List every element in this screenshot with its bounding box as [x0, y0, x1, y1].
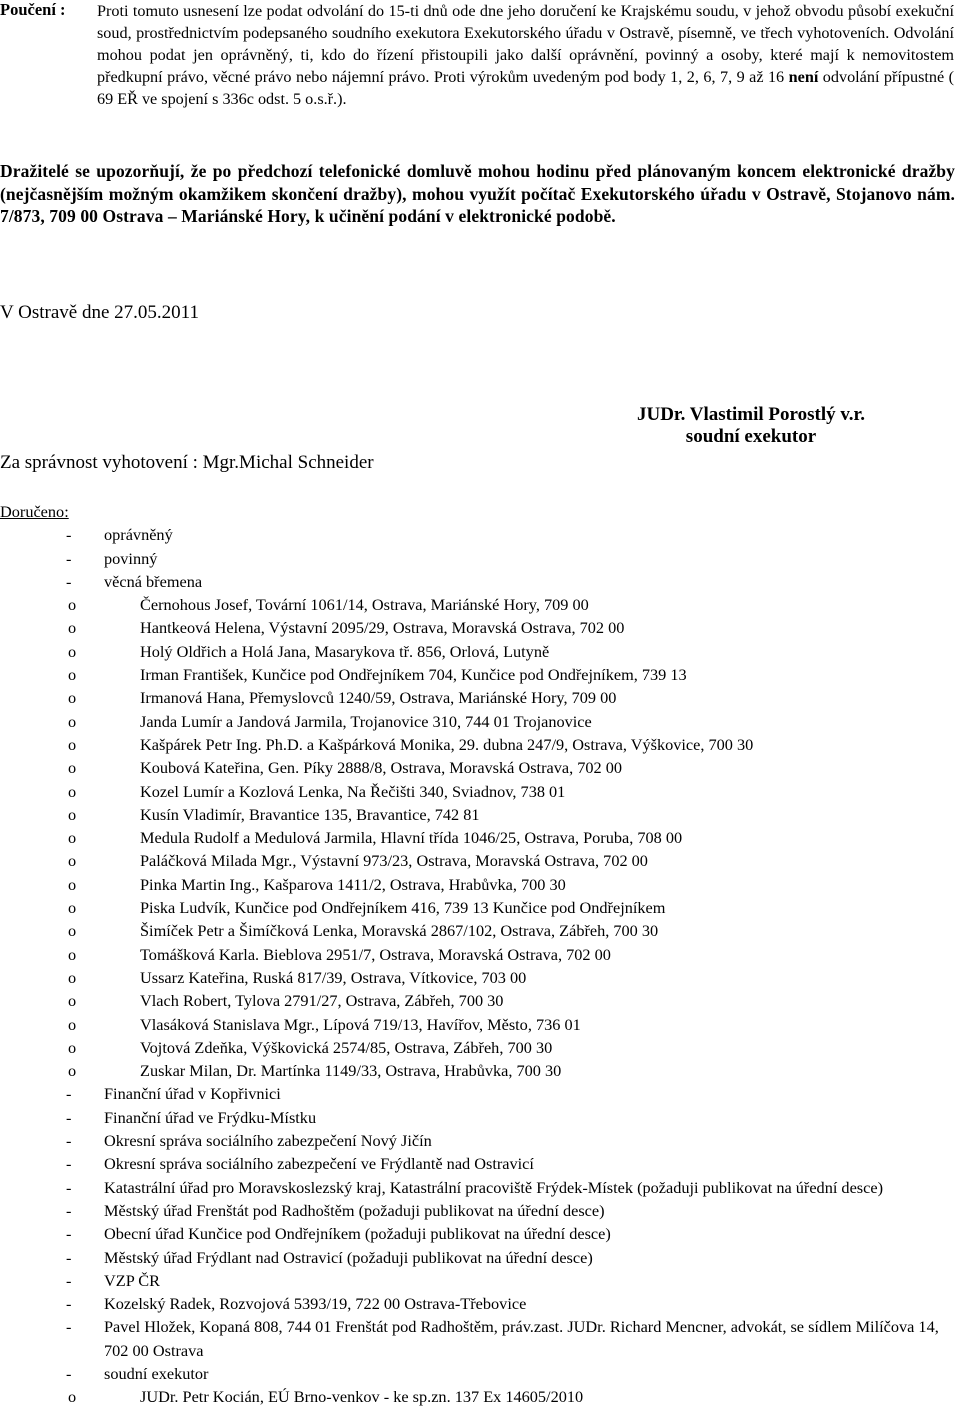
burden-item-text: Irmanová Hana, Přemyslovců 1240/59, Ostrava, Mariánské Hory, 709 00	[140, 688, 617, 708]
delivery-list-item	[0, 570, 960, 593]
burden-item-text: Irman František, Kunčice pod Ondřejníkem 704, Kunčice pod Ondřejníkem, 739 13	[140, 665, 687, 685]
delivery-list-item	[0, 1362, 960, 1385]
bullet-marker: o	[68, 967, 77, 987]
burden-list-item	[0, 686, 960, 709]
delivery-item-text: Pavel Hložek, Kopaná 808, 744 01 Frenštát pod Radhoštěm, práv.zast. JUDr. Richard Mencner, advokát, se sídlem Milíčova 14, 702 00 Ostrava	[104, 1317, 939, 1360]
instructions-label: Poučení :	[0, 0, 66, 19]
bullet-marker: o	[68, 595, 77, 615]
dash-marker: -	[66, 525, 72, 545]
burden-list-item	[0, 780, 960, 803]
burden-list-item	[0, 1385, 960, 1408]
burden-item-text: Vlach Robert, Tylova 2791/27, Ostrava, Zábřeh, 700 30	[140, 991, 504, 1011]
bullet-marker: o	[68, 944, 77, 964]
burden-list-item	[0, 1013, 960, 1036]
signature-block	[616, 404, 886, 448]
burden-list-item	[0, 966, 960, 989]
burden-list-item	[0, 873, 960, 896]
delivery-item-text: Obecní úřad Kunčice pod Ondřejníkem (požaduji publikovat na úřední desce)	[104, 1224, 611, 1244]
burden-item-text: Koubová Kateřina, Gen. Píky 2888/8, Ostrava, Moravská Ostrava, 702 00	[140, 758, 623, 778]
delivery-item-text: věcná břemena	[104, 571, 203, 591]
delivered-heading: Doručeno:	[0, 502, 69, 521]
signature-role: soudní exekutor	[685, 426, 817, 447]
burden-list-item	[0, 989, 960, 1012]
delivery-list-item	[0, 1222, 960, 1245]
burden-list-item	[0, 663, 960, 686]
burden-list-item	[0, 943, 960, 966]
burden-list-item	[0, 616, 960, 639]
bullet-marker: o	[68, 618, 77, 638]
delivery-item-text: VZP ČR	[104, 1270, 160, 1290]
burden-item-text: Kozel Lumír a Kozlová Lenka, Na Řečišti 340, Sviadnov, 738 01	[140, 781, 566, 801]
burden-list-item	[0, 849, 960, 872]
dash-marker: -	[66, 1200, 72, 1220]
delivery-list-item	[0, 1129, 960, 1152]
burden-item-text: Hantkeová Helena, Výstavní 2095/29, Ostrava, Moravská Ostrava, 702 00	[140, 618, 625, 638]
burden-item-text: Janda Lumír a Jandová Jarmila, Trojanovice 310, 744 01 Trojanovice	[140, 711, 592, 731]
burden-list-item	[0, 1059, 960, 1082]
bullet-marker: o	[68, 851, 77, 871]
dash-marker: -	[66, 1084, 72, 1104]
bullet-marker: o	[68, 688, 77, 708]
dash-marker: -	[66, 1270, 72, 1290]
signature-name: JUDr. Vlastimil Porostlý v.r.	[636, 404, 865, 425]
dash-marker: -	[66, 1107, 72, 1127]
burden-item-text: Holý Oldřich a Holá Jana, Masarykova tř. 856, Orlová, Lutyně	[140, 641, 550, 661]
burden-item-text: Medula Rudolf a Medulová Jarmila, Hlavní třída 1046/25, Ostrava, Poruba, 708 00	[140, 828, 683, 848]
date-line: V Ostravě dne 27.05.2011	[0, 302, 199, 323]
burden-list-item	[0, 803, 960, 826]
bullet-marker: o	[68, 781, 77, 801]
delivery-list-item	[0, 1199, 960, 1222]
bullet-marker: o	[68, 898, 77, 918]
instructions-text-emphasis: není	[788, 68, 819, 86]
bullet-marker: o	[68, 758, 77, 778]
delivery-list-item	[0, 1315, 960, 1362]
instructions-text-part-2: odvolání přípustné ( 69 EŘ ve spojení s 336c odst. 5 o.s.ř.).	[97, 68, 954, 108]
delivery-item-text: soudní exekutor	[104, 1363, 209, 1383]
delivery-list-item	[0, 1176, 960, 1199]
burden-item-text: Šimíček Petr a Šimíčková Lenka, Moravská 2867/102, Ostrava, Zábřeh, 700 30	[140, 921, 659, 941]
bullet-marker: o	[68, 1061, 77, 1081]
delivered-list	[0, 523, 960, 1408]
delivery-item-text: povinný	[104, 548, 158, 568]
burden-item-text: Pinka Martin Ing., Kašparova 1411/2, Ostrava, Hrabůvka, 700 30	[140, 874, 566, 894]
burden-list-item	[0, 896, 960, 919]
bullet-marker: o	[68, 874, 77, 894]
delivery-item-text: Městský úřad Frýdlant nad Ostravicí (požaduji publikovat na úřední desce)	[104, 1247, 593, 1267]
burden-item-text: Paláčková Milada Mgr., Výstavní 973/23, Ostrava, Moravská Ostrava, 702 00	[140, 851, 648, 871]
burden-list-item	[0, 593, 960, 616]
burden-item-text: Zuskar Milan, Dr. Martínka 1149/33, Ostrava, Hrabůvka, 700 30	[140, 1061, 562, 1081]
bullet-marker: o	[68, 665, 77, 685]
burden-list-item	[0, 756, 960, 779]
burden-item-text: Kašpárek Petr Ing. Ph.D. a Kašpárková Monika, 29. dubna 247/9, Ostrava, Výškovice, 700 30	[140, 734, 754, 754]
bullet-marker: o	[68, 711, 77, 731]
bidder-notice: Dražitelé se upozorňují, že po předchozí telefonické domluvě mohou hodinu před plánovaným koncem elektronické dražby (nejčasnějším možným okamžikem skončení dražby), mohou využít počítač Exekutorského úřadu v Ostravě, Stojanovo nám. 7/873, 709 00 Ostrava – Mariánské Hory, k učinění podání v elektronické podobě.	[0, 161, 955, 226]
bullet-marker: o	[68, 1387, 77, 1407]
bullet-marker: o	[68, 1014, 77, 1034]
dash-marker: -	[66, 1224, 72, 1244]
burden-list-item	[0, 733, 960, 756]
bullet-marker: o	[68, 804, 77, 824]
bullet-marker: o	[68, 1037, 77, 1057]
delivery-list-item	[0, 523, 960, 546]
delivery-list-item	[0, 1292, 960, 1315]
burden-item-text: Kusín Vladimír, Bravantice 135, Bravantice, 742 81	[140, 804, 480, 824]
delivery-item-text: Městský úřad Frenštát pod Radhoštěm (požaduji publikovat na úřední desce)	[104, 1200, 605, 1220]
correctness-line: Za správnost vyhotovení : Mgr.Michal Schneider	[0, 452, 374, 473]
burden-item-text: Piska Ludvík, Kunčice pod Ondřejníkem 416, 739 13 Kunčice pod Ondřejníkem	[140, 898, 666, 918]
burden-list-item	[0, 710, 960, 733]
delivery-item-text: Finanční úřad ve Frýdku-Místku	[104, 1107, 317, 1127]
burden-item-text: Vlasáková Stanislava Mgr., Lípová 719/13, Havířov, Město, 736 01	[140, 1014, 581, 1034]
delivery-list-item	[0, 1082, 960, 1105]
delivery-item-text: Katastrální úřad pro Moravskoslezský kraj, Katastrální pracoviště Frýdek-Místek (požaduji publikovat na úřední desce)	[104, 1177, 884, 1197]
dash-marker: -	[66, 1247, 72, 1267]
delivery-list-item	[0, 1106, 960, 1129]
burden-list-item	[0, 826, 960, 849]
bullet-marker: o	[68, 921, 77, 941]
delivery-list-item	[0, 1269, 960, 1292]
dash-marker: -	[66, 1294, 72, 1314]
delivery-item-text: oprávněný	[104, 525, 173, 545]
burden-item-text: Černohous Josef, Tovární 1061/14, Ostrava, Mariánské Hory, 709 00	[140, 595, 589, 615]
dash-marker: -	[66, 1363, 72, 1383]
dash-marker: -	[66, 571, 72, 591]
bullet-marker: o	[68, 641, 77, 661]
burden-list-item	[0, 640, 960, 663]
delivery-item-text: Okresní správa sociálního zabezpečení ve Frýdlantě nad Ostravicí	[104, 1154, 534, 1174]
bullet-marker: o	[68, 734, 77, 754]
burden-item-text: Vojtová Zdeňka, Výškovická 2574/85, Ostrava, Zábřeh, 700 30	[140, 1037, 553, 1057]
dash-marker: -	[66, 1177, 72, 1197]
bullet-marker: o	[68, 991, 77, 1011]
burden-item-text: Ussarz Kateřina, Ruská 817/39, Ostrava, Vítkovice, 703 00	[140, 967, 527, 987]
delivery-list-item	[0, 1152, 960, 1175]
delivery-item-text: Kozelský Radek, Rozvojová 5393/19, 722 00 Ostrava-Třebovice	[104, 1294, 527, 1314]
instructions-text	[97, 0, 954, 110]
dash-marker: -	[66, 1317, 72, 1337]
delivered-section	[0, 500, 960, 1409]
burden-item-text: Tomášková Karla. Bieblova 2951/7, Ostrava, Moravská Ostrava, 702 00	[140, 944, 611, 964]
burden-list-item	[0, 1036, 960, 1059]
delivery-list-item	[0, 547, 960, 570]
instructions-text-part-1: Proti tomuto usnesení lze podat odvolání do 15-ti dnů ode dne jeho doručení ke Krajskému soudu, v jehož obvodu působí exekuční soud, prostřednictvím podepsaného soudního exekutora Exekutorského úřadu v Ostravě, písemně, ve třech vyhotoveních. Odvolání mohou podat jen oprávněný, ti, kdo do řízení přistoupili jako další oprávnění, povinný a osoby, které mají k nemovitostem předkupní právo, věcné právo nebo nájemní právo. Proti výrokům uvedeným pod body 1, 2, 6, 7, 9 až 16	[97, 2, 954, 86]
delivery-item-text: Okresní správa sociálního zabezpečení Nový Jičín	[104, 1131, 432, 1151]
bullet-marker: o	[68, 828, 77, 848]
burden-list-item	[0, 919, 960, 942]
burden-item-text: JUDr. Petr Kocián, EÚ Brno-venkov - ke sp.zn. 137 Ex 14605/2010	[140, 1387, 584, 1407]
dash-marker: -	[66, 548, 72, 568]
dash-marker: -	[66, 1154, 72, 1174]
delivery-item-text: Finanční úřad v Kopřivnici	[104, 1084, 281, 1104]
dash-marker: -	[66, 1131, 72, 1151]
delivery-list-item	[0, 1246, 960, 1269]
